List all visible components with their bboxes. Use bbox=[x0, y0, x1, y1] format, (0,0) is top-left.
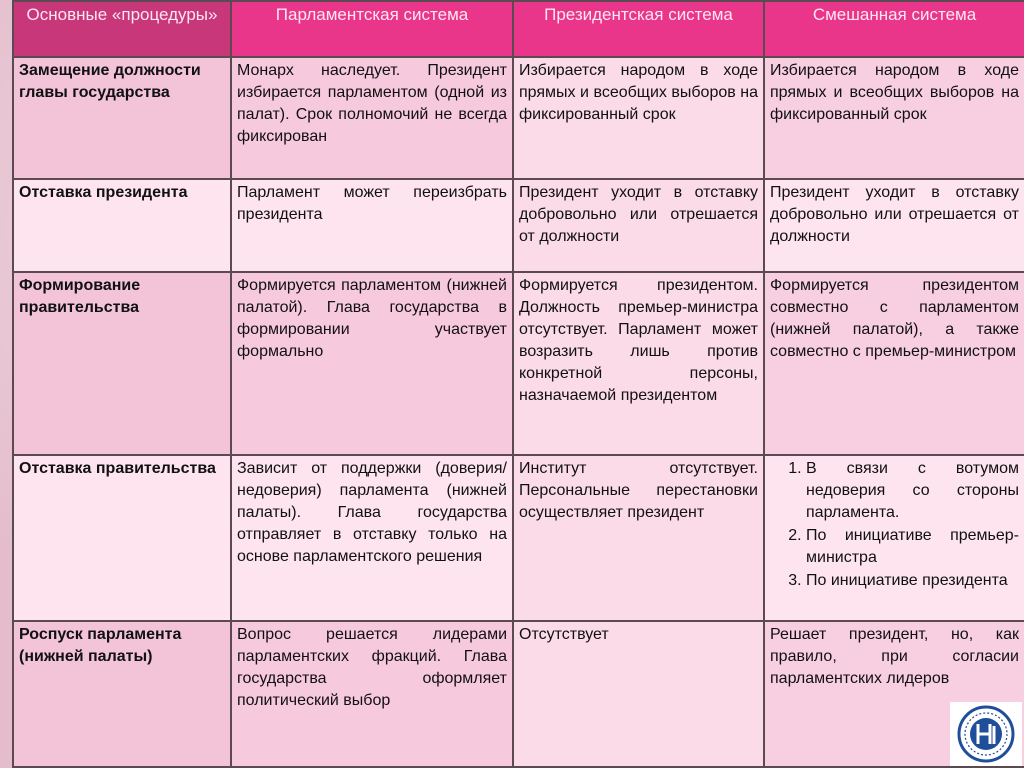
cell-mixed: Решает президент, но, как правило, при согласии парламентских лидеров bbox=[764, 621, 1024, 767]
cell-presidential: Президент уходит в отставку добровольно или отрешается от должности bbox=[513, 179, 764, 272]
row-label: Отставка правительства bbox=[13, 455, 231, 621]
university-emblem-icon bbox=[950, 702, 1022, 766]
cell-parliamentary: Монарх наследует. Президент избирается парламентом (одной из палат). Срок полномочий не всегда фиксирован bbox=[231, 57, 513, 179]
cell-mixed: Избирается народом в ходе прямых и всеобщих выборов на фиксированный срок bbox=[764, 57, 1024, 179]
cell-mixed: Формируется президентом совместно с парламентом (нижней палатой), а также совместно с премьер-министром bbox=[764, 272, 1024, 455]
list-item: 1. В связи с вотумом недоверия со стороны парламента. bbox=[806, 458, 1019, 524]
cell-presidential: Формируется президентом. Должность премьер-министра отсутствует. Парламент может возразить лишь против конкретной персоны, назначаемой президентом bbox=[513, 272, 764, 455]
cell-mixed bbox=[764, 455, 1024, 621]
row-label: Отставка президента bbox=[13, 179, 231, 272]
header-parliamentary: Парламентская система bbox=[231, 1, 513, 57]
cell-presidential: Избирается народом в ходе прямых и всеобщих выборов на фиксированный срок bbox=[513, 57, 764, 179]
list-item: 3. По инициативе президента bbox=[806, 570, 1019, 592]
header-procedures: Основные «процедуры» bbox=[13, 1, 231, 57]
row-label: Роспуск парламента (нижней палаты) bbox=[13, 621, 231, 767]
table-row bbox=[13, 621, 1024, 767]
emblem-graphic bbox=[956, 704, 1016, 764]
cell-mixed: Президент уходит в отставку добровольно или отрешается от должности bbox=[764, 179, 1024, 272]
cell-parliamentary: Формируется парламентом (нижней палатой). Глава государства в формировании участвует формально bbox=[231, 272, 513, 455]
cell-parliamentary: Парламент может переизбрать президента bbox=[231, 179, 513, 272]
table-row bbox=[13, 179, 1024, 272]
cell-presidential: Отсутствует bbox=[513, 621, 764, 767]
header-presidential: Президентская система bbox=[513, 1, 764, 57]
list-item: 2. По инициативе премьер-министра bbox=[806, 525, 1019, 569]
header-mixed: Смешанная система bbox=[764, 1, 1024, 57]
table-row bbox=[13, 272, 1024, 455]
comparison-table bbox=[12, 0, 1024, 768]
cell-parliamentary: Зависит от поддержки (доверия/недоверия) парламента (нижней палаты). Глава государства отправляет в отставку только на основе парламентского решения bbox=[231, 455, 513, 621]
header-row bbox=[13, 1, 1024, 57]
table-row bbox=[13, 57, 1024, 179]
row-label: Формирование правительства bbox=[13, 272, 231, 455]
row-label: Замещение должности главы государства bbox=[13, 57, 231, 179]
cell-presidential: Институт отсутствует. Персональные перестановки осуществляет президент bbox=[513, 455, 764, 621]
cell-parliamentary: Вопрос решается лидерами парламентских фракций. Глава государства оформляет политический выбор bbox=[231, 621, 513, 767]
mixed-resignation-list bbox=[770, 458, 1019, 592]
table-row bbox=[13, 455, 1024, 621]
